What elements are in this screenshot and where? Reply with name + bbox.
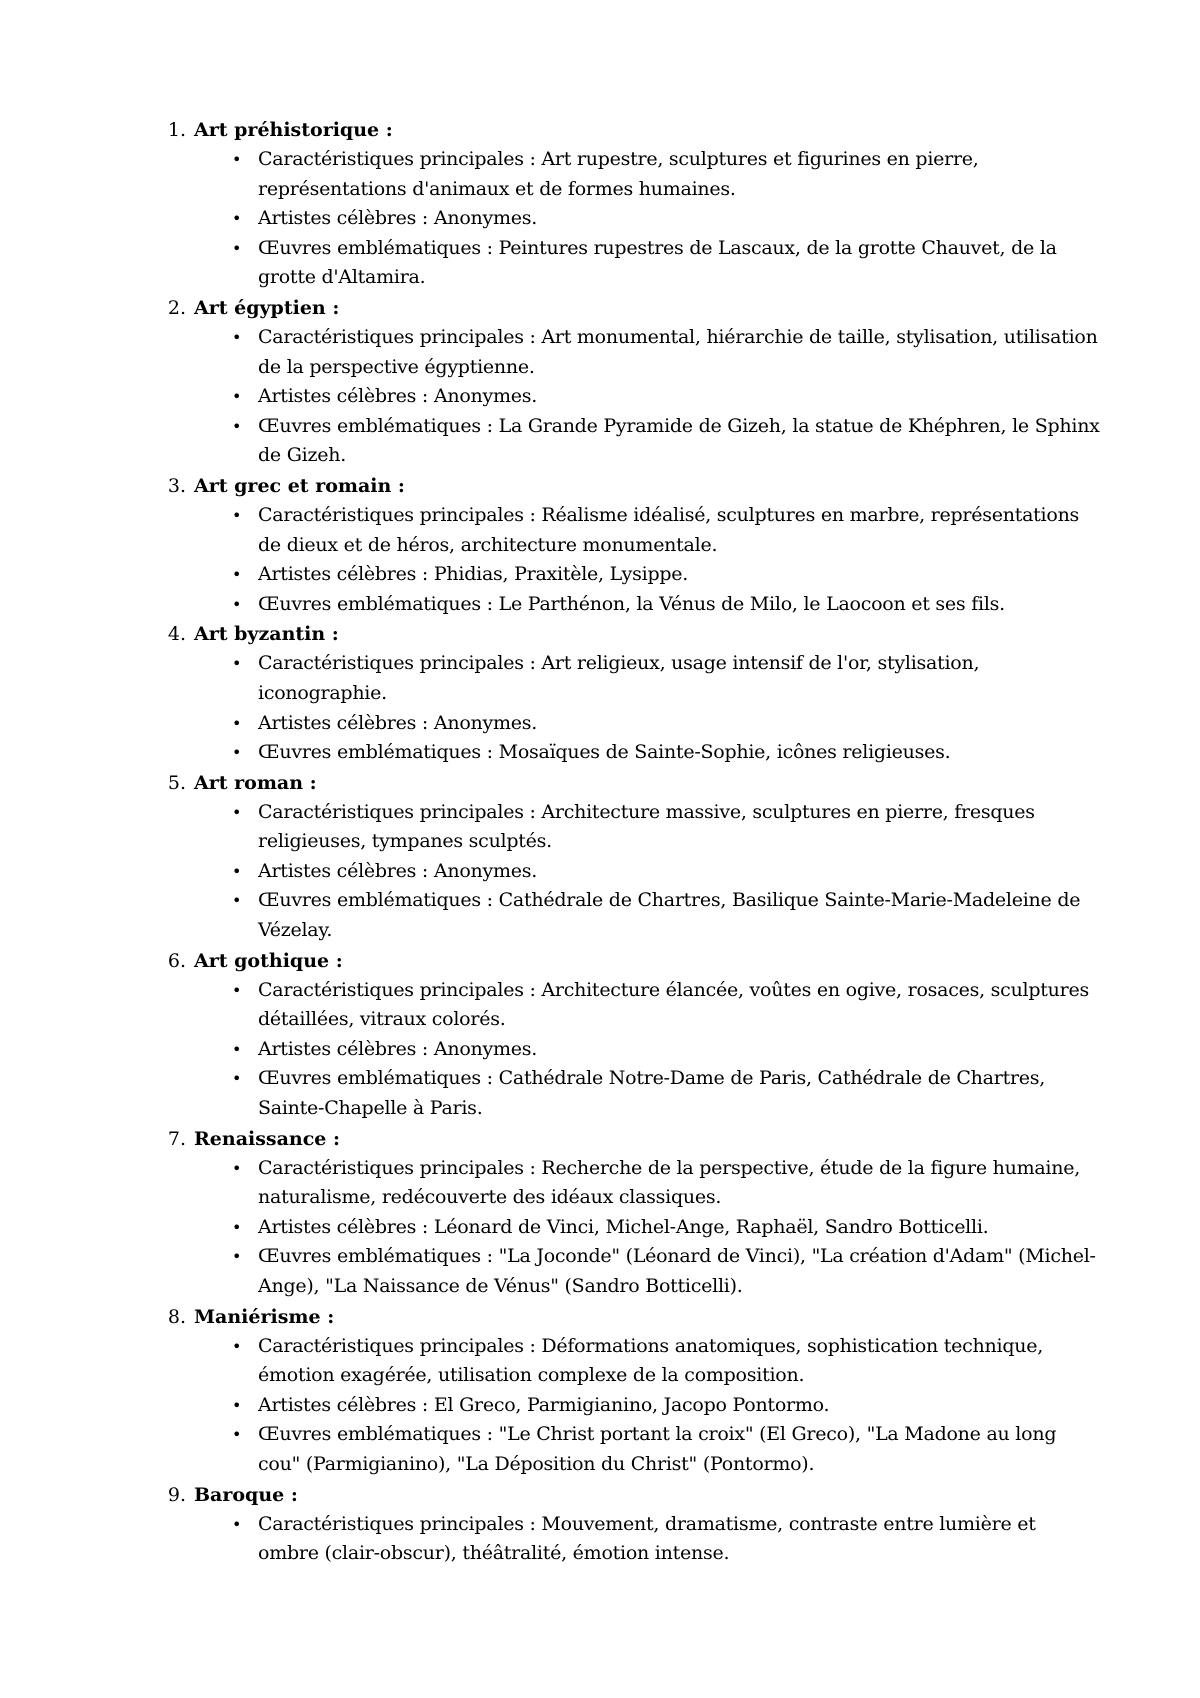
section-heading: [150, 293, 1100, 323]
detail-list-item: [150, 1035, 1100, 1065]
section-heading: [150, 946, 1100, 976]
section-title: Art préhistorique :: [194, 119, 393, 141]
detail-list-item: [150, 798, 1100, 857]
detail-list-item: [150, 382, 1100, 412]
detail-text: Caractéristiques principales : Recherche de la perspective, étude de la figure humaine, naturalisme, redécouverte des idéaux classiques.: [258, 1156, 1081, 1209]
bullet-icon: •: [232, 387, 242, 407]
detail-text: Artistes célèbres : Phidias, Praxitèle, Lysippe.: [258, 563, 689, 586]
bullet-icon: •: [232, 1069, 242, 1089]
detail-list-item: [150, 1213, 1100, 1243]
detail-text: Œuvres emblématiques : La Grande Pyramide de Gizeh, la statue de Khéphren, le Sphinx de Gizeh.: [258, 414, 1100, 467]
section-number: 5 .: [150, 768, 186, 798]
section-title: Art roman :: [194, 771, 317, 794]
section-item: [150, 1124, 1100, 1302]
detail-list-item: [150, 1510, 1100, 1569]
bullet-icon: •: [232, 654, 242, 674]
section-heading: [150, 1302, 1100, 1332]
detail-text: Œuvres emblématiques : Mosaïques de Sainte-Sophie, icônes religieuses.: [258, 741, 951, 764]
detail-list-item: [150, 1420, 1100, 1479]
bullet-icon: •: [232, 1514, 242, 1534]
detail-text: Caractéristiques principales : Art rupestre, sculptures et figurines en pierre, représentations d'animaux et de formes humaines.: [258, 148, 979, 200]
bullet-icon: •: [232, 565, 242, 585]
section-heading: [150, 768, 1100, 798]
detail-text: Caractéristiques principales : Art monumental, hiérarchie de taille, stylisation, utilisation de la perspective égyptienne.: [258, 325, 1098, 378]
bullet-icon: •: [232, 743, 242, 763]
detail-text: Œuvres emblématiques : Cathédrale de Chartres, Basilique Sainte-Marie-Madeleine de Vézelay.: [258, 889, 1081, 942]
bullet-icon: •: [232, 238, 242, 258]
section-item: [150, 471, 1100, 619]
detail-list-item: [150, 145, 1100, 204]
bullet-icon: •: [232, 980, 242, 1000]
section-item: [150, 115, 1100, 293]
section-heading: [150, 115, 1100, 145]
detail-text: Caractéristiques principales : Architecture élancée, voûtes en ogive, rosaces, sculptures détaillées, vitraux colorés.: [258, 978, 1089, 1031]
detail-list-item: [150, 649, 1100, 708]
detail-list-item: [150, 857, 1100, 887]
section-details-list: [150, 798, 1100, 946]
detail-text: Œuvres emblématiques : "Le Christ portant la croix" (El Greco), "La Madone au long cou" (Parmigianino), "La Déposition du Christ" (Pontormo).: [258, 1423, 1057, 1475]
detail-list-item: [150, 1154, 1100, 1213]
bullet-icon: •: [232, 891, 242, 911]
bullet-icon: •: [232, 150, 242, 169]
bullet-icon: •: [232, 1336, 242, 1356]
detail-list-item: [150, 412, 1100, 471]
detail-text: Œuvres emblématiques : Peintures rupestres de Lascaux, de la grotte Chauvet, de la grotte d'Altamira.: [258, 236, 1057, 289]
art-movements-list: [150, 115, 1100, 1569]
section-title: Baroque :: [194, 1483, 298, 1506]
section-number: 4 .: [150, 619, 186, 649]
detail-text: Caractéristiques principales : Réalisme idéalisé, sculptures en marbre, représentations de dieux et de héros, architecture monumentale.: [258, 503, 1080, 556]
bullet-icon: •: [232, 505, 242, 525]
detail-list-item: [150, 204, 1100, 234]
bullet-icon: •: [232, 802, 242, 822]
section-title: Art grec et romain :: [194, 474, 405, 497]
section-heading: [150, 619, 1100, 649]
section-details-list: [150, 976, 1100, 1124]
section-details-list: [150, 649, 1100, 767]
bullet-icon: •: [232, 1039, 242, 1059]
detail-list-item: [150, 234, 1100, 293]
detail-text: Caractéristiques principales : Architecture massive, sculptures en pierre, fresques religieuses, tympanes sculptés.: [258, 800, 1035, 853]
detail-text: Caractéristiques principales : Mouvement, dramatisme, contraste entre lumière et ombre (clair-obscur), théâtralité, émotion intense.: [258, 1512, 1036, 1565]
section-title: Renaissance :: [194, 1127, 341, 1150]
section-details-list: [150, 145, 1100, 293]
detail-list-item: [150, 976, 1100, 1035]
bullet-icon: •: [232, 416, 242, 436]
bullet-icon: •: [232, 594, 242, 614]
section-heading: [150, 1480, 1100, 1510]
detail-list-item: [150, 738, 1100, 768]
section-number: 1 .: [150, 115, 186, 145]
section-item: [150, 1480, 1100, 1569]
detail-text: Artistes célèbres : Léonard de Vinci, Michel-Ange, Raphaël, Sandro Botticelli.: [258, 1215, 989, 1238]
detail-list-item: [150, 501, 1100, 560]
detail-text: Artistes célèbres : El Greco, Parmigianino, Jacopo Pontormo.: [258, 1393, 830, 1416]
bullet-icon: •: [232, 1395, 242, 1415]
section-number: 6 .: [150, 946, 186, 976]
section-number: 7 .: [150, 1124, 186, 1154]
detail-list-item: [150, 1064, 1100, 1123]
detail-text: Artistes célèbres : Anonymes.: [258, 385, 538, 408]
section-title: Art gothique :: [194, 949, 343, 972]
detail-text: Œuvres emblématiques : Le Parthénon, la Vénus de Milo, le Laocoon et ses fils.: [258, 592, 1005, 615]
section-number: 2 .: [150, 293, 186, 323]
detail-text: Artistes célèbres : Anonymes.: [258, 207, 538, 230]
section-title: Art égyptien :: [194, 296, 340, 319]
section-number: 9 .: [150, 1480, 186, 1510]
section-item: [150, 946, 1100, 1124]
section-item: [150, 293, 1100, 471]
section-details-list: [150, 323, 1100, 471]
detail-text: Artistes célèbres : Anonymes.: [258, 1037, 538, 1060]
bullet-icon: •: [232, 861, 242, 881]
section-title: Art byzantin :: [194, 623, 339, 646]
section-details-list: [150, 1332, 1100, 1480]
section-heading: [150, 471, 1100, 501]
detail-text: Artistes célèbres : Anonymes.: [258, 859, 538, 882]
section-item: [150, 768, 1100, 946]
bullet-icon: •: [232, 1247, 242, 1267]
detail-text: Caractéristiques principales : Art religieux, usage intensif de l'or, stylisation, iconographie.: [258, 652, 980, 704]
section-details-list: [150, 1510, 1100, 1569]
detail-list-item: [150, 1391, 1100, 1421]
section-number: 3 .: [150, 471, 186, 501]
detail-list-item: [150, 709, 1100, 739]
detail-text: Œuvres emblématiques : Cathédrale Notre-Dame de Paris, Cathédrale de Chartres, Sainte-Chapelle à Paris.: [258, 1067, 1046, 1120]
detail-list-item: [150, 560, 1100, 590]
section-number: 8 .: [150, 1302, 186, 1332]
detail-list-item: [150, 590, 1100, 620]
section-title: Maniérisme :: [194, 1305, 335, 1328]
bullet-icon: •: [232, 1425, 242, 1445]
detail-list-item: [150, 1242, 1100, 1301]
bullet-icon: •: [232, 1217, 242, 1237]
bullet-icon: •: [232, 327, 242, 347]
section-item: [150, 1302, 1100, 1480]
bullet-icon: •: [232, 209, 242, 229]
detail-text: Œuvres emblématiques : "La Joconde" (Léonard de Vinci), "La création d'Adam" (Michel-Ange), "La Naissance de Vénus" (Sandro Botticelli).: [258, 1245, 1096, 1297]
section-details-list: [150, 1154, 1100, 1302]
bullet-icon: •: [232, 713, 242, 733]
detail-list-item: [150, 323, 1100, 382]
section-heading: [150, 1124, 1100, 1154]
section-details-list: [150, 501, 1100, 619]
detail-text: Caractéristiques principales : Déformations anatomiques, sophistication technique, émotion exagérée, utilisation complexe de la composition.: [258, 1334, 1044, 1387]
section-item: [150, 619, 1100, 767]
detail-list-item: [150, 1332, 1100, 1391]
bullet-icon: •: [232, 1158, 242, 1178]
detail-list-item: [150, 886, 1100, 945]
detail-text: Artistes célèbres : Anonymes.: [258, 711, 538, 734]
